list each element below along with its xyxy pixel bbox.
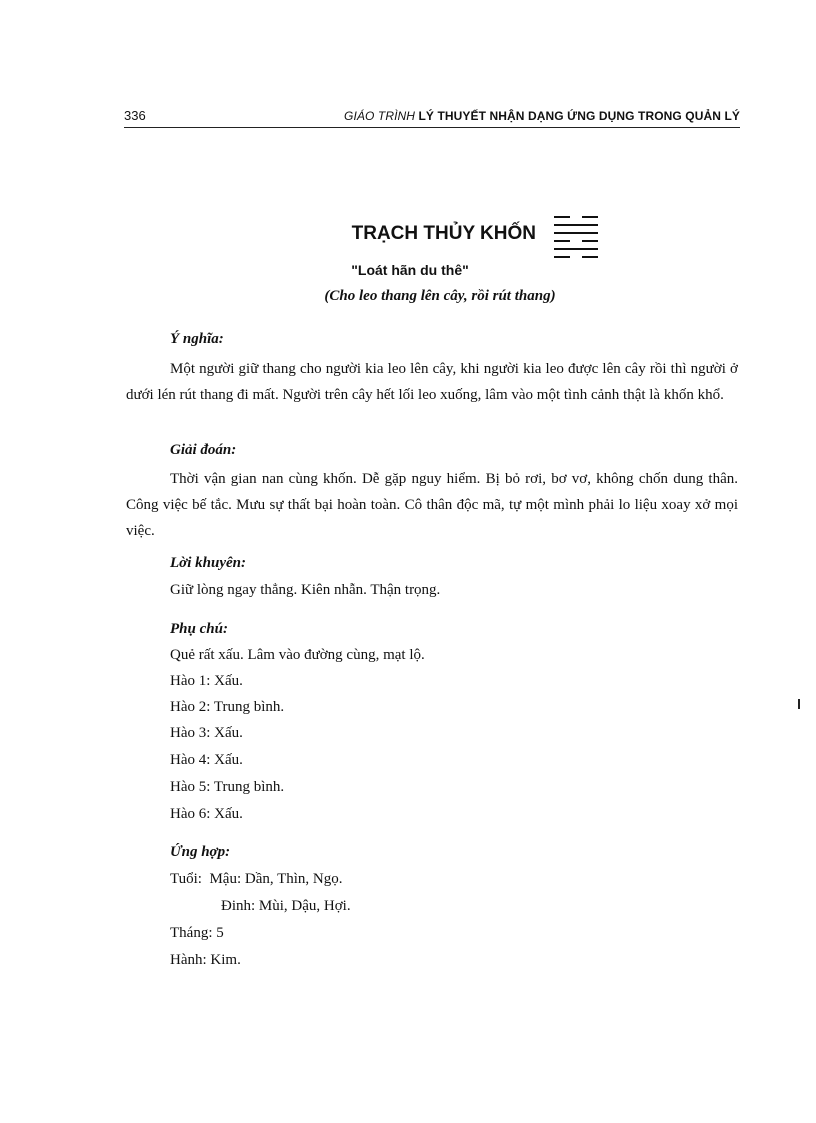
chapter-proverb: (Cho leo thang lên cây, rồi rút thang) <box>324 288 556 304</box>
section-heading-loi-khuyen: Lời khuyên: <box>170 555 246 571</box>
paragraph-loi-khuyen: Giữ lòng ngay thẳng. Kiên nhẫn. Thận trọng. <box>170 582 441 598</box>
hao-line: Hào 4: Xấu. <box>170 752 243 768</box>
running-header-title-rest: LÝ THUYẾT NHẬN DẠNG ỨNG DỤNG TRONG QUẢN LÝ <box>418 109 740 123</box>
phu-chu-line: Quẻ rất xấu. Lâm vào đường cùng, mạt lộ. <box>170 647 425 663</box>
section-heading-ung-hop: Ứng hợp: <box>170 844 231 860</box>
hao-line: Hào 1: Xấu. <box>170 673 243 689</box>
hao-line: Hào 5: Trung bình. <box>170 779 285 795</box>
chapter-title: TRẠCH THỦY KHỐN <box>351 223 536 244</box>
header-rule <box>124 127 740 128</box>
hao-line: Hào 2: Trung bình. <box>170 699 285 715</box>
running-header <box>124 106 740 130</box>
paragraph-y-nghia: Một người giữ thang cho người kia leo lên cây, khi người kia leo được lên cây rồi thì người ở dưới lén rút thang đi mất. Người trên cây hết lối leo xuống, lâm vào một tình cảnh thật là khốn khổ. <box>126 361 738 403</box>
hao-line: Hào 3: Xấu. <box>170 725 243 741</box>
page-number: 336 <box>124 108 146 123</box>
ung-hop-tuoi-line-2: Đinh: Mùi, Dậu, Hợi. <box>221 898 351 914</box>
running-header-title-lead: GIÁO TRÌNH <box>344 109 416 123</box>
chapter-subtitle: "Loát hãn du thê" <box>351 262 469 278</box>
section-heading-giai-doan: Giải đoán: <box>170 442 237 458</box>
running-header-title <box>344 109 740 123</box>
ung-hop-tuoi-line: Tuổi: Mậu: Dần, Thìn, Ngọ. <box>170 871 343 887</box>
section-heading-phu-chu: Phụ chú: <box>170 621 228 637</box>
paragraph-giai-doan: Thời vận gian nan cùng khốn. Dễ gặp nguy hiểm. Bị bỏ rơi, bơ vơ, không chốn dung thân. Công việc bế tắc. Mưu sự thất bại hoàn toàn. Cô thân độc mã, tự một mình phải lo liệu xoay xở mọi việc. <box>126 471 738 539</box>
ung-hop-thang: Tháng: 5 <box>170 925 224 941</box>
hao-line: Hào 6: Xấu. <box>170 806 243 822</box>
section-heading-y-nghia: Ý nghĩa: <box>170 331 224 347</box>
hexagram-khon-icon <box>552 215 600 259</box>
ung-hop-hanh: Hành: Kim. <box>170 952 241 968</box>
margin-mark <box>798 699 800 709</box>
